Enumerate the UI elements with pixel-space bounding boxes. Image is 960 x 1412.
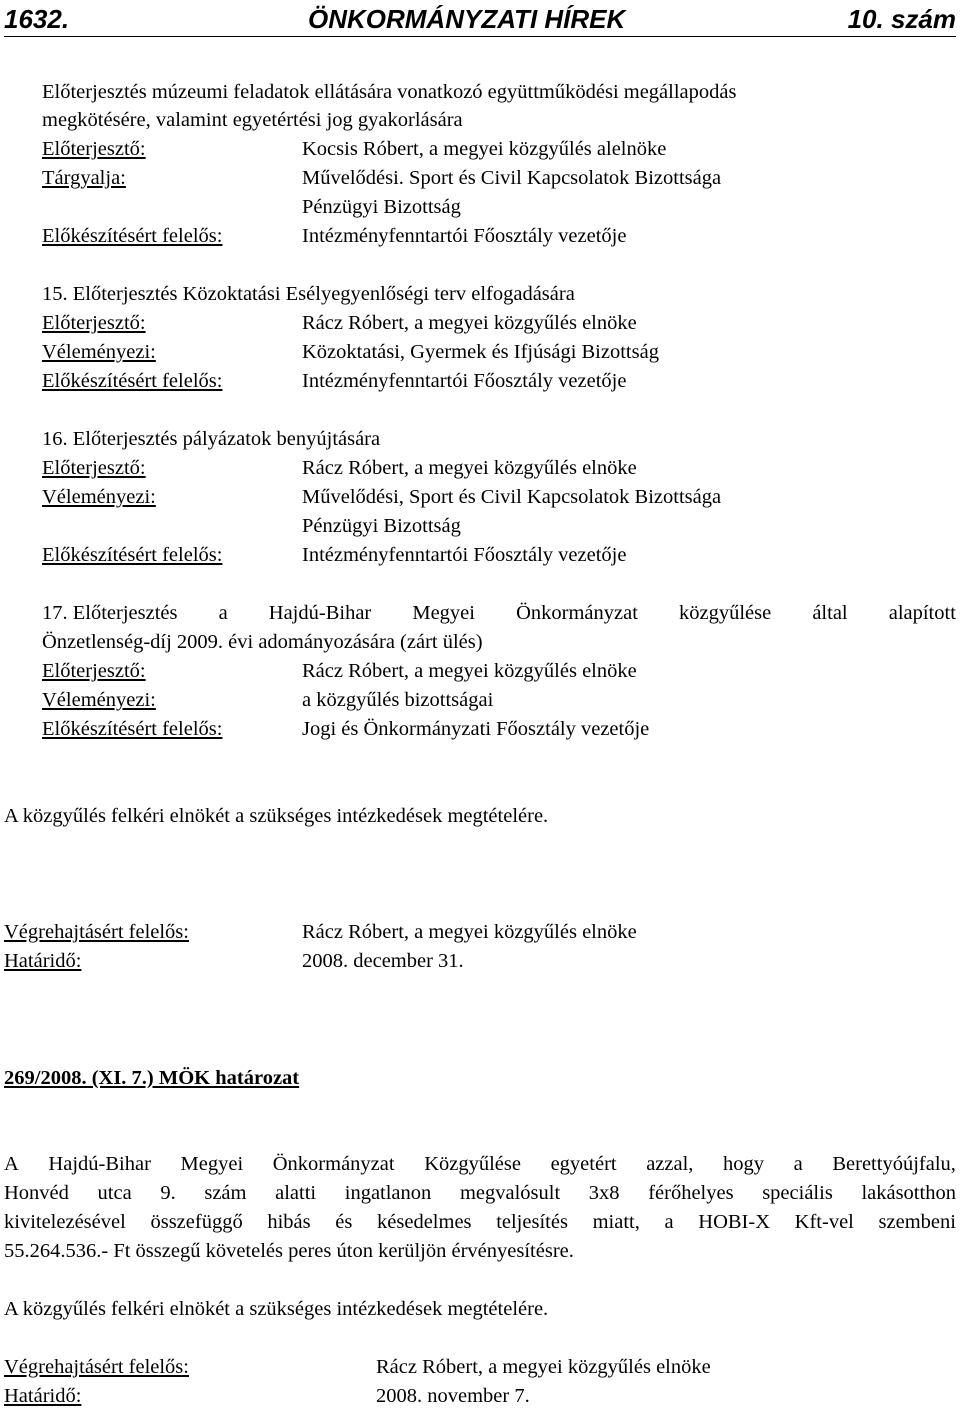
para-word: Kft-vel [794,1211,854,1233]
item15-title: 15. Előterjesztés Közoktatási Esélyegyenlőségi terv elfogadására [42,283,575,305]
item16-proposer-value: Rácz Róbert, a megyei közgyűlés elnöke [302,457,637,479]
intro-discussed-label: Tárgyalja: [42,167,126,189]
para-word: HOBI-X [698,1211,771,1233]
item17-reviewer-value: a közgyűlés bizottságai [302,689,494,711]
item17-word: 17. Előterjesztés [42,602,178,624]
item15-reviewer-label: Véleményezi: [42,341,156,363]
item16-prep-label: Előkészítésért felelős: [42,544,223,566]
para-word: Hajdú-Bihar [48,1153,151,1175]
para-word: hogy [723,1153,765,1175]
para-word: ingatlanon [344,1182,432,1204]
item15-prep-label: Előkészítésért felelős: [42,370,223,392]
page-number: 1632. [4,4,70,34]
para-word: speciális [762,1182,833,1204]
item16-reviewer-value-2: Pénzügyi Bizottság [302,515,461,537]
para-word: a [793,1153,803,1175]
item16-reviewer-value: Művelődési, Sport és Civil Kapcsolatok Bizottsága [302,486,722,508]
resolution-para-line4: 55.264.536.- Ft összegű követelés peres úton kerüljön érvényesítésre. [4,1240,574,1262]
intro-prep-value: Intézményfenntartói Főosztály vezetője [302,225,627,247]
para-word: miatt, [592,1211,640,1233]
responsible-value-2: Rácz Róbert, a megyei közgyűlés elnöke [376,1356,711,1378]
item17-title-line2: Önzetlenség-díj 2009. évi adományozására (zárt ülés) [42,631,483,653]
para-word: Berettyóújfalu, [832,1153,956,1175]
item17-word: Hajdú-Bihar [268,602,372,624]
para-word: Közgyűlése [424,1153,521,1175]
para-word: és [335,1211,353,1233]
para-word: hibás [267,1211,311,1233]
item16-proposer-label: Előterjesztő: [42,457,146,479]
deadline-value-1: 2008. december 31. [302,950,464,972]
item15-proposer-value: Rácz Róbert, a megyei közgyűlés elnöke [302,312,637,334]
responsible-label-1: Végrehajtásért felelős: [4,921,189,943]
request-text-1: A közgyűlés felkéri elnökét a szükséges intézkedések megtételére. [4,805,549,827]
resolution-para-line1 [4,1152,956,1176]
para-word: összefüggő [150,1211,243,1233]
para-word: Honvéd [4,1182,69,1204]
item16-reviewer-label: Véleményezi: [42,486,156,508]
responsible-value-1: Rácz Róbert, a megyei közgyűlés elnöke [302,921,637,943]
item17-word: közgyűlése [679,602,772,624]
request-text-2: A közgyűlés felkéri elnökét a szükséges intézkedések megtételére. [4,1298,549,1320]
intro-proposer-label: Előterjesztő: [42,138,146,160]
para-word: kivitelezésével [4,1211,126,1233]
item17-title-line1 [42,601,956,625]
issue-number: 10. szám [847,4,956,34]
para-word: szám [204,1182,247,1204]
para-word: 9. [160,1182,176,1204]
item17-word: alapított [888,602,956,624]
para-word: Önkormányzat [272,1153,395,1175]
para-word: Megyei [180,1153,244,1175]
para-word: megvalósult [459,1182,561,1204]
resolution-para-line2 [4,1181,956,1205]
para-word: lakásotthon [861,1182,956,1204]
deadline-label-1: Határidő: [4,950,82,972]
para-word: A [4,1153,19,1175]
para-word: teljesítés [496,1211,568,1233]
intro-discussed-value: Művelődési. Sport és Civil Kapcsolatok Bizottsága [302,167,722,189]
para-word: férőhelyes [648,1182,734,1204]
item17-word: Megyei [412,602,475,624]
page-header [4,2,956,37]
deadline-value-2: 2008. november 7. [376,1385,530,1407]
item17-proposer-label: Előterjesztő: [42,660,146,682]
para-word: utca [97,1182,132,1204]
para-word: alatti [275,1182,317,1204]
resolution-title: 269/2008. (XI. 7.) MÖK határozat [4,1067,300,1089]
para-word: egyetért [550,1153,617,1175]
item17-word: által [812,602,848,624]
para-word: késedelmes [377,1211,472,1233]
intro-discussed-value-2: Pénzügyi Bizottság [302,196,461,218]
item15-reviewer-value: Közoktatási, Gyermek és Ifjúsági Bizottság [302,341,659,363]
para-word: a [664,1211,674,1233]
intro-title-line1: Előterjesztés múzeumi feladatok ellátására vonatkozó együttműködési megállapodás [42,81,737,103]
item17-word: Önkormányzat [516,602,638,624]
deadline-label-2: Határidő: [4,1385,82,1407]
publication-title: ÖNKORMÁNYZATI HÍREK [308,4,626,34]
para-word: szembeni [878,1211,956,1233]
resolution-para-line3 [4,1210,956,1234]
item17-prep-value: Jogi és Önkormányzati Főosztály vezetője [302,718,650,740]
item17-proposer-value: Rácz Róbert, a megyei közgyűlés elnöke [302,660,637,682]
intro-prep-label: Előkészítésért felelős: [42,225,223,247]
responsible-label-2: Végrehajtásért felelős: [4,1356,189,1378]
item17-word: a [218,602,228,624]
item16-title: 16. Előterjesztés pályázatok benyújtására [42,428,381,450]
para-word: azzal, [646,1153,694,1175]
item17-reviewer-label: Véleményezi: [42,689,156,711]
para-word: 3x8 [588,1182,620,1204]
intro-proposer-value: Kocsis Róbert, a megyei közgyűlés alelnöke [302,138,667,160]
item15-proposer-label: Előterjesztő: [42,312,146,334]
item17-prep-label: Előkészítésért felelős: [42,718,223,740]
item16-prep-value: Intézményfenntartói Főosztály vezetője [302,544,627,566]
intro-title-line2: megkötésére, valamint egyetértési jog gyakorlására [42,109,463,131]
item15-prep-value: Intézményfenntartói Főosztály vezetője [302,370,627,392]
